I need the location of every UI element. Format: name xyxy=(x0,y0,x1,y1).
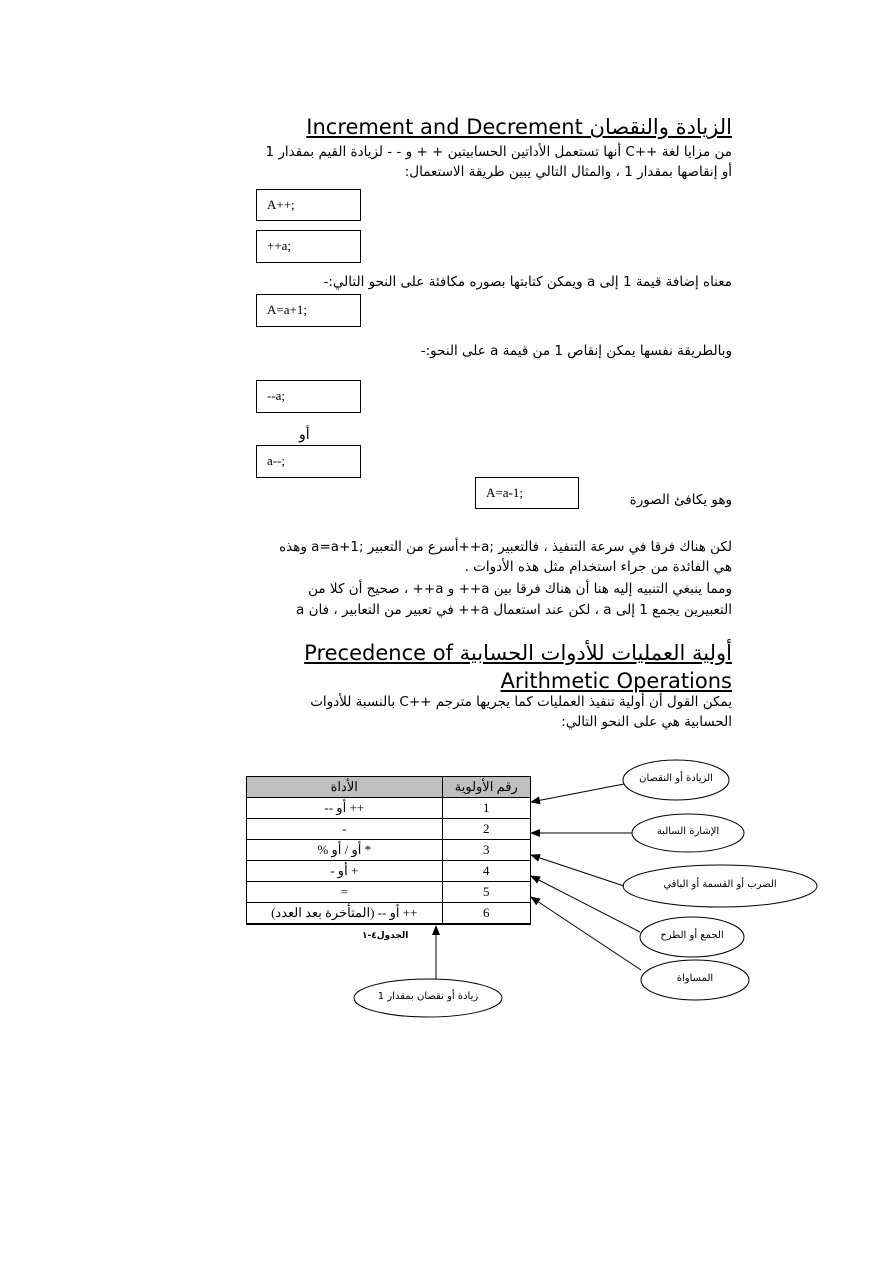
precedence-table xyxy=(246,776,531,925)
note-line-1: ومما ينبغي التنبيه إليه هنا أن هناك فرقا بين a++ و a++ ، صحيح أن كلا من xyxy=(308,581,732,597)
precedence-intro-1: يمكن القول أن أولية تنفيذ العمليات كما يجريها مترجم ++C بالنسبة للأدوات xyxy=(310,694,732,710)
table-cell-tool: - xyxy=(247,819,443,840)
table-row xyxy=(247,903,531,925)
table-row xyxy=(247,882,531,903)
table-cell-tool: ++ أو -- (المتأخرة بعد العدد) xyxy=(247,903,443,925)
table-row xyxy=(247,861,531,882)
intro-line-2: أو إنقاصها بمقدار 1 ، والمثال التالي يبين طريقة الاستعمال: xyxy=(404,164,732,180)
table-cell-rank: 4 xyxy=(442,861,531,882)
equiv-text: وهو يكافئ الصورة xyxy=(629,492,732,508)
or-word: أو xyxy=(299,428,310,443)
table-cell-tool: + أو - xyxy=(247,861,443,882)
decrement-text: وبالطريقة نفسها يمكن إنقاص 1 من قيمة a على النحو:- xyxy=(420,343,732,359)
table-cell-rank: 6 xyxy=(442,903,531,925)
arrow-increment xyxy=(531,784,624,802)
table-row xyxy=(247,840,531,861)
callout-label-negative: الإشارة السالبة xyxy=(656,826,720,837)
callout-label-postfix: زيادة أو نقصان بمقدار 1 xyxy=(377,991,479,1002)
table-cell-tool: ++ أو -- xyxy=(247,798,443,819)
callout-label-increment: الزيادة أو النقصان xyxy=(639,773,713,784)
code-box-minus-minus-a: --a; xyxy=(256,380,361,413)
table-cell-rank: 2 xyxy=(442,819,531,840)
speed-line-2: هي الفائدة من جراء استخدام مثل هذه الأدوات . xyxy=(464,559,732,575)
table-row xyxy=(247,798,531,819)
table-row xyxy=(247,819,531,840)
table-header-row xyxy=(247,777,531,798)
callout-label-add: الجمع أو الطرح xyxy=(660,930,724,941)
code-box-plus-plus-a: ++a; xyxy=(256,230,361,263)
table-cell-tool: * أو / أو % xyxy=(247,840,443,861)
header-tool: الأداة xyxy=(247,777,443,798)
arrow-mult xyxy=(531,855,624,886)
table-cell-rank: 3 xyxy=(442,840,531,861)
arrow-assign xyxy=(531,897,641,970)
code-box-a-eq-a-plus-1: A=a+1; xyxy=(256,294,361,327)
table-cell-tool: = xyxy=(247,882,443,903)
precedence-intro-2: الحسابية هي على النحو التالي: xyxy=(561,714,732,730)
table-caption: الجدول٤-١ xyxy=(362,931,409,941)
table-cell-rank: 5 xyxy=(442,882,531,903)
code-box-a-minus-minus: a--; xyxy=(256,445,361,478)
header-rank: رقم الأولوية xyxy=(442,777,531,798)
section-title-precedence: أولية العمليات للأدوات الحسابية Precedence of xyxy=(304,641,732,665)
callout-label-mult: الضرب أو القسمة أو الباقي xyxy=(663,879,777,890)
speed-line-1: لكن هناك فرقا في سرعة التنفيذ ، فالتعبير ;a++أسرع من التعبير ;a=a+1 وهذه xyxy=(279,539,732,555)
code-box-a-eq-a-minus-1: A=a-1; xyxy=(475,477,579,509)
code-box-a-plus-plus: A++; xyxy=(256,189,361,221)
section-title-arithmetic: Arithmetic Operations xyxy=(500,669,732,693)
intro-line-1: من مزايا لغة ++C أنها تستعمل الأداتين الحسابيتين + + و - - لزيادة القيم بمقدار 1 xyxy=(265,144,732,160)
table-cell-rank: 1 xyxy=(442,798,531,819)
callout-label-assign: المساواة xyxy=(676,973,714,984)
note-line-2: التعبيرين يجمع 1 إلى a ، لكن عند استعمال a++ في تعبير من التعابير ، فان a xyxy=(296,602,732,618)
meaning-text: معناه إضافة قيمة 1 إلى a ويمكن كتابتها بصوره مكافئة على النحو التالي:- xyxy=(323,274,732,290)
section-title-increment: الزيادة والنقصان Increment and Decrement xyxy=(306,115,732,139)
